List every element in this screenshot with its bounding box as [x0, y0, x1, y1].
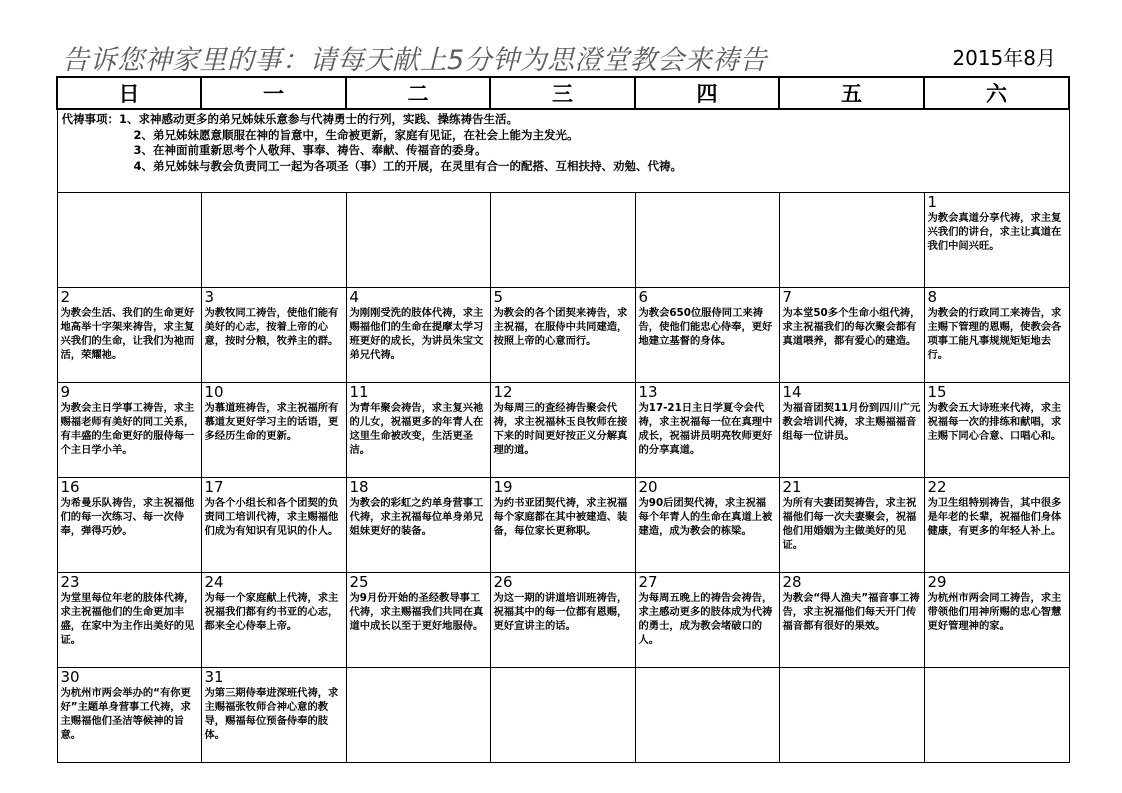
day-prayer-text: 为教会“得人渔夫”福音事工祷告，求主祝福他们每天开门传福音都有很好的果效。	[782, 592, 920, 632]
day-prayer-text: 为这一期的讲道培训班祷告，祝福其中的每一位都有恩赐，更好宣讲主的话。	[493, 592, 628, 632]
day-prayer-text: 为慕道班祷告，求主祝福所有慕道友更好学习主的话语，更多经历生命的更新。	[204, 402, 339, 442]
prayer-note-4: 4、弟兄姊妹与教会负责同工一起为各项圣（事）工的开展，在灵里有合一的配搭、互相扶持、劝勉、代祷。	[133, 158, 682, 173]
day-number: 30	[60, 668, 80, 686]
prayer-note-1: 代祷事项：1、求神感动更多的弟兄姊妹乐意参与代祷勇士的行列，实践、操练祷告生活。	[61, 112, 518, 126]
day-number: 2	[60, 288, 71, 306]
day-number: 16	[60, 478, 80, 496]
weekday-fri: 五	[779, 77, 924, 109]
empty-day-cell	[201, 193, 346, 288]
calendar-header	[56, 38, 1068, 74]
day-cell	[201, 573, 346, 668]
empty-day-cell	[57, 193, 201, 288]
day-cell	[779, 288, 924, 383]
day-prayer-text: 为9月份开始的圣经教导事工代祷，求主赐福我们共同在真道中成长以至于更好地服侍。	[349, 592, 484, 632]
day-cell	[779, 573, 924, 668]
day-number: 26	[493, 573, 513, 591]
prayer-notes-row	[57, 109, 1069, 193]
day-cell	[201, 668, 346, 763]
day-cell	[924, 383, 1069, 478]
day-number: 12	[493, 383, 513, 401]
day-cell	[201, 383, 346, 478]
day-prayer-text: 为教会生活、我们的生命更好地高举十字架来祷告，求主复兴我们的生命，让我们为祂而活，荣耀祂。	[60, 307, 195, 361]
day-cell	[490, 478, 635, 573]
empty-day-cell	[490, 193, 635, 288]
day-prayer-text: 为福音团契11月份到四川广元教会培训代祷，求主赐福福音组每一位讲员。	[782, 402, 921, 442]
day-prayer-text: 为杭州市两会举办的“有你更好”主题单身营事工代祷，求主赐福他们圣洁等候神的旨意。	[60, 687, 191, 741]
day-number: 5	[493, 288, 504, 306]
day-prayer-text: 为90后团契代祷，求主祝福每个年青人的生命在真道上被建造，成为教会的栋梁。	[638, 497, 773, 537]
day-cell	[57, 383, 201, 478]
day-prayer-text: 为每周三的查经祷告聚会代祷，求主祝福林玉良牧师在接下来的时间更好按正义分解真理的道。	[493, 402, 628, 456]
day-cell	[201, 288, 346, 383]
day-cell	[201, 478, 346, 573]
week-row	[57, 193, 1069, 288]
day-number: 18	[349, 478, 369, 496]
day-prayer-text: 为教会的行政同工来祷告，求主赐下管理的恩赐，使教会各项事工能凡事规规矩矩地去行。	[927, 307, 1062, 361]
day-cell	[635, 478, 779, 573]
day-cell	[490, 288, 635, 383]
day-cell	[779, 383, 924, 478]
empty-day-cell	[924, 668, 1069, 763]
day-number: 9	[60, 383, 71, 401]
day-number: 7	[782, 288, 793, 306]
day-cell	[924, 193, 1069, 288]
day-cell	[924, 573, 1069, 668]
day-number: 20	[638, 478, 658, 496]
empty-day-cell	[779, 193, 924, 288]
month-label: 2015年8月	[952, 46, 1056, 70]
day-prayer-text: 为希曼乐队祷告，求主祝福他们的每一次练习、每一次侍奉，弹得巧妙。	[60, 497, 195, 537]
prayer-notes	[57, 109, 1069, 193]
day-number: 27	[638, 573, 658, 591]
empty-day-cell	[635, 668, 779, 763]
weekday-wed: 三	[490, 77, 635, 109]
day-number: 15	[927, 383, 947, 401]
day-cell	[924, 288, 1069, 383]
day-cell	[346, 383, 490, 478]
page-title: 告诉您神家里的事：请每天献上5分钟为思澄堂教会来祷告	[62, 45, 768, 76]
day-number: 24	[204, 573, 224, 591]
day-number: 28	[782, 573, 802, 591]
prayer-note-3: 3、在神面前重新思考个人敬拜、事奉、祷告、奉献、传福音的委身。	[133, 143, 487, 157]
day-prayer-text: 为杭州市两会同工祷告，求主带领他们用神所赐的忠心智慧更好管理神的家。	[927, 592, 1062, 632]
day-number: 23	[60, 573, 80, 591]
day-prayer-text: 为教会主日学事工祷告，求主赐福老师有美好的同工关系，有丰盛的生命更好的服侍每一个主日学小羊。	[60, 402, 195, 456]
day-prayer-text: 为约书亚团契代祷，求主祝福每个家庭都在其中被建造、装备，每位家长更称职。	[493, 497, 628, 537]
day-prayer-text: 为每周五晚上的祷告会祷告，求主感动更多的肢体成为代祷的勇士，成为教会堵破口的人。	[638, 592, 773, 646]
empty-day-cell	[346, 193, 490, 288]
day-prayer-text: 为教会五大诗班来代祷，求主祝福每一次的排练和献唱，求主赐下同心合意、口唱心和。	[927, 402, 1062, 442]
week-row	[57, 573, 1069, 668]
week-row	[57, 288, 1069, 383]
day-prayer-text: 为每一个家庭献上代祷，求主祝福我们都有约书亚的心志，都来全心侍奉上帝。	[204, 592, 339, 632]
day-number: 14	[782, 383, 802, 401]
day-cell	[635, 383, 779, 478]
weekday-thu: 四	[635, 77, 779, 109]
day-number: 3	[204, 288, 215, 306]
day-number: 6	[638, 288, 649, 306]
day-cell	[346, 288, 490, 383]
day-number: 4	[349, 288, 360, 306]
day-prayer-text: 为各个小组长和各个团契的负责同工培训代祷，求主赐福他们成为有知识有见识的仆人。	[204, 497, 339, 537]
week-row	[57, 383, 1069, 478]
day-prayer-text: 为堂里每位年老的肢体代祷，求主祝福他们的生命更加丰盛，在家中为主作出美好的见证。	[60, 592, 195, 646]
day-number: 13	[638, 383, 658, 401]
day-cell	[490, 573, 635, 668]
day-number: 29	[927, 573, 947, 591]
empty-day-cell	[346, 668, 490, 763]
day-cell	[346, 573, 490, 668]
weekday-sat: 六	[924, 77, 1069, 109]
day-prayer-text: 为教会650位服侍同工来祷告，使他们能忠心侍奉，更好地建立基督的身体。	[638, 307, 773, 347]
week-row	[57, 478, 1069, 573]
day-number: 1	[927, 193, 938, 211]
day-number: 22	[927, 478, 947, 496]
day-number: 25	[349, 573, 369, 591]
weekday-header-row	[57, 77, 1069, 109]
day-cell	[490, 383, 635, 478]
weekday-tue: 二	[346, 77, 490, 109]
day-prayer-text: 为教牧同工祷告，使他们能有美好的心志，按着上帝的心意，按时分粮，牧养主的群。	[204, 307, 339, 347]
week-row	[57, 668, 1069, 763]
day-cell	[635, 573, 779, 668]
day-prayer-text: 为青年聚会祷告，求主复兴祂的儿女，祝福更多的年青人在这里生命被改变，生活更圣洁。	[349, 402, 484, 456]
prayer-note-2: 2、弟兄姊妹愿意顺服在神的旨意中，生命被更新，家庭有见证，在社会上能为主发光。	[133, 127, 579, 142]
day-number: 10	[204, 383, 224, 401]
prayer-notes-label: 代祷事项：	[61, 112, 119, 126]
day-number: 19	[493, 478, 513, 496]
empty-day-cell	[490, 668, 635, 763]
day-prayer-text: 为教会的各个团契来祷告，求主祝福，在服侍中共同建造，按照上帝的心意而行。	[493, 307, 628, 347]
day-cell	[346, 478, 490, 573]
empty-day-cell	[779, 668, 924, 763]
weekday-mon: 一	[201, 77, 346, 109]
day-prayer-text: 为所有夫妻团契祷告，求主祝福他们每一次夫妻聚会，祝福他们用婚姻为主做美好的见证。	[782, 497, 917, 551]
day-cell	[635, 288, 779, 383]
day-number: 11	[349, 383, 369, 401]
day-prayer-text: 为本堂50多个生命小组代祷，求主祝福我们的每次聚会都有真道喂养，都有爱心的建造。	[782, 307, 921, 347]
day-number: 21	[782, 478, 802, 496]
day-prayer-text: 为卫生组特别祷告，其中很多是年老的长辈，祝福他们身体健康，有更多的年轻人补上。	[927, 497, 1062, 537]
empty-day-cell	[635, 193, 779, 288]
day-cell	[779, 478, 924, 573]
day-prayer-text: 为教会的彩虹之约单身营事工代祷，求主祝福每位单身弟兄姐妹更好的装备。	[349, 497, 484, 537]
day-number: 8	[927, 288, 938, 306]
day-cell	[924, 478, 1069, 573]
prayer-calendar	[56, 76, 1070, 763]
day-prayer-text: 为教会真道分享代祷，求主复兴我们的讲台，求主让真道在我们中间兴旺。	[927, 212, 1062, 252]
day-cell	[57, 573, 201, 668]
day-cell	[57, 668, 201, 763]
weekday-sun: 日	[57, 77, 201, 109]
day-cell	[57, 288, 201, 383]
day-prayer-text: 为刚刚受洗的肢体代祷，求主赐福他们的生命在提摩太学习班更好的成长，为讲员朱宝文弟兄代祷。	[349, 307, 484, 361]
day-number: 31	[204, 668, 224, 686]
day-prayer-text: 为第三期侍奉进深班代祷，求主赐福张牧师合神心意的教导，赐福每位预备侍奉的肢体。	[204, 687, 339, 741]
day-prayer-text: 为17-21日主日学夏令会代祷，求主祝福每一位在真理中成长，祝福讲员明亮牧师更好的分享真道。	[638, 402, 773, 456]
day-number: 17	[204, 478, 224, 496]
day-cell	[57, 478, 201, 573]
